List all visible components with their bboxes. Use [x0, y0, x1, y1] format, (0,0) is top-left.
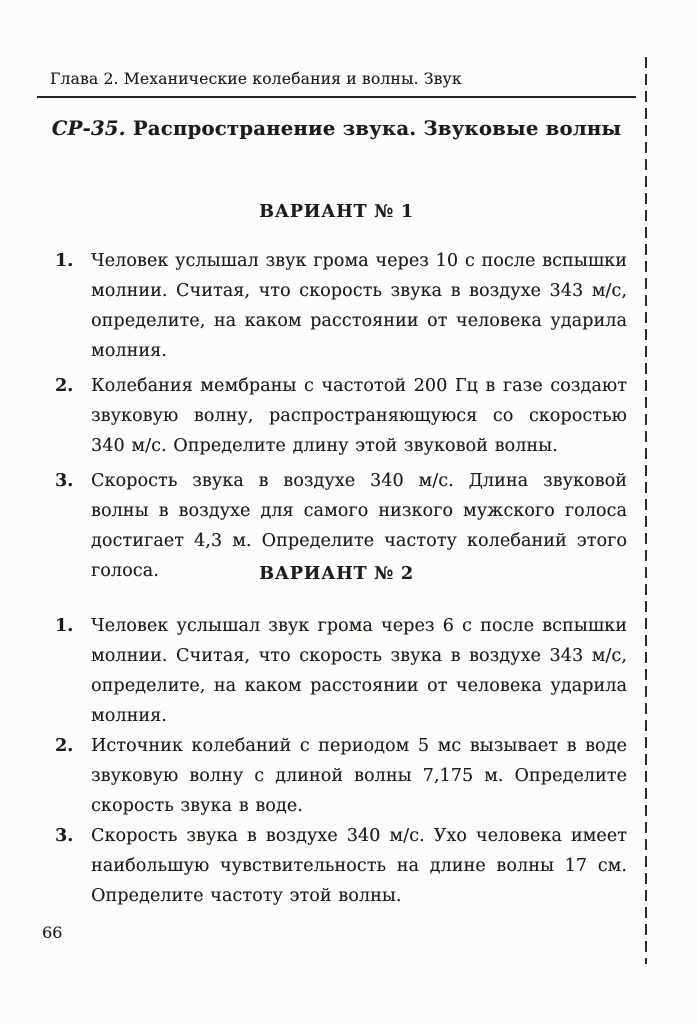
- variant-2-heading: ВАРИАНТ № 2: [259, 564, 414, 584]
- problem-text: Скорость звука в воздухе 340 м/с. Ухо человека имеет наибольшую чувствительность на длине волны 17 см. Определите частоту этой волны.: [91, 826, 627, 906]
- problem-number: 1.: [55, 251, 74, 271]
- cut-dashed-line: [645, 57, 647, 964]
- worksheet-title: [38, 117, 635, 140]
- problem-text: Человек услышал звук грома через 6 с после вспышки молнии. Считая, что скорость звука в воздухе 343 м/с, определите, на каком расстоянии от человека ударила молния.: [91, 616, 627, 726]
- chapter-running-header: Глава 2. Механические колебания и волны. Звук: [50, 70, 462, 88]
- problem-2-1: [55, 611, 627, 731]
- variant-1-heading: ВАРИАНТ № 1: [259, 202, 414, 222]
- problem-text: Человек услышал звук грома через 10 с после вспышки молнии. Считая, что скорость звука в воздухе 343 м/с, определите, на каком расстоянии от человека ударила молния.: [91, 251, 627, 361]
- worksheet-title-text: Распространение звука. Звуковые волны: [132, 117, 622, 140]
- variant-1-problems: [55, 246, 627, 591]
- page-number: 66: [42, 923, 63, 942]
- problem-2-2: [55, 731, 627, 821]
- problem-number: 1.: [55, 616, 74, 636]
- problem-text: Источник колебаний с периодом 5 мс вызывает в воде звуковую волну с длиной волны 7,175 м. Определите скорость звука в воде.: [91, 736, 627, 816]
- variant-2-problems: [55, 611, 627, 911]
- worksheet-code: СР-35.: [51, 117, 126, 140]
- problem-2-3: [55, 821, 627, 911]
- problem-1-2: [55, 371, 627, 461]
- problem-text: Скорость звука в воздухе 340 м/с. Длина звуковой волны в воздухе для самого низкого мужского голоса достигает 4,3 м. Определите частоту колебаний этого голоса.: [91, 471, 627, 581]
- problem-1-1: [55, 246, 627, 366]
- problem-text: Колебания мембраны с частотой 200 Гц в газе создают звуковую волну, распространяющуюся со скоростью 340 м/с. Определите длину этой звуковой волны.: [91, 376, 627, 456]
- problem-number: 3.: [55, 826, 74, 846]
- problem-number: 3.: [55, 471, 74, 491]
- problem-number: 2.: [55, 736, 74, 756]
- problem-number: 2.: [55, 376, 74, 396]
- header-rule: [37, 96, 636, 98]
